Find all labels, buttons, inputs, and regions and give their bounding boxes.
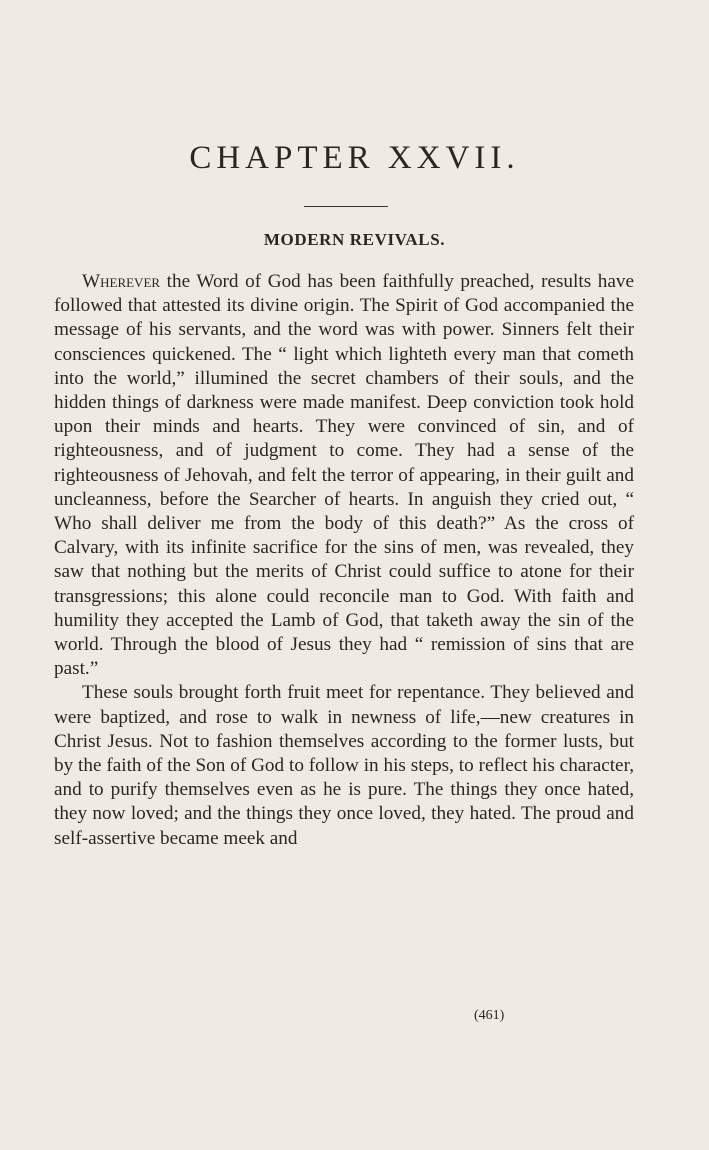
paragraph-1 — [54, 270, 634, 681]
page-number: (461) — [474, 1008, 505, 1023]
section-heading: MODERN REVIVALS. — [263, 230, 446, 249]
paragraph-lead-word: Wherever — [82, 271, 161, 292]
paragraph-2: These souls brought forth fruit meet for repentance. They believed and were baptized, and rose to walk in newness of life,—new creatures in Christ Jesus. Not to fashion themselves according to the former lusts, but by the faith of the Son of God to follow in his steps, to reflect his character, and to purify themselves even as he is pure. The things they once hated, they now loved; and the things they once loved, they hated. The proud and self-assertive became meek and — [54, 682, 634, 849]
body-text — [54, 270, 634, 851]
heading-divider — [304, 206, 388, 207]
paragraph-1-text: the Word of God has been faithfully preached, results have followed that attested its divine origin. The Spirit of God accompanied the message of his servants, and the word was with power. Sinners felt their consciences quickened. The “ light which lighteth every man that cometh into the world,” illumined the secret chambers of their souls, and the hidden things of darkness were made manifest. Deep conviction took hold upon their minds and hearts. They were convinced of sin, and of righteousness, and of judgment to come. They had a sense of the righteousness of Jehovah, and felt the terror of appearing, in their guilt and uncleanness, before the Searcher of hearts. In anguish they cried out, “ Who shall deliver me from the body of this death?” As the cross of Calvary, with its infinite sacrifice for the sins of men, was revealed, they saw that nothing but the merits of Christ could suffice to atone for their transgressions; this alone could reconcile man to God. With faith and humility they accepted the Lamb of God, that taketh away the sin of the world. Through the blood of Jesus they had “ remission of sins that are past.” — [54, 271, 634, 680]
chapter-heading: CHAPTER XXVII. — [189, 140, 520, 176]
